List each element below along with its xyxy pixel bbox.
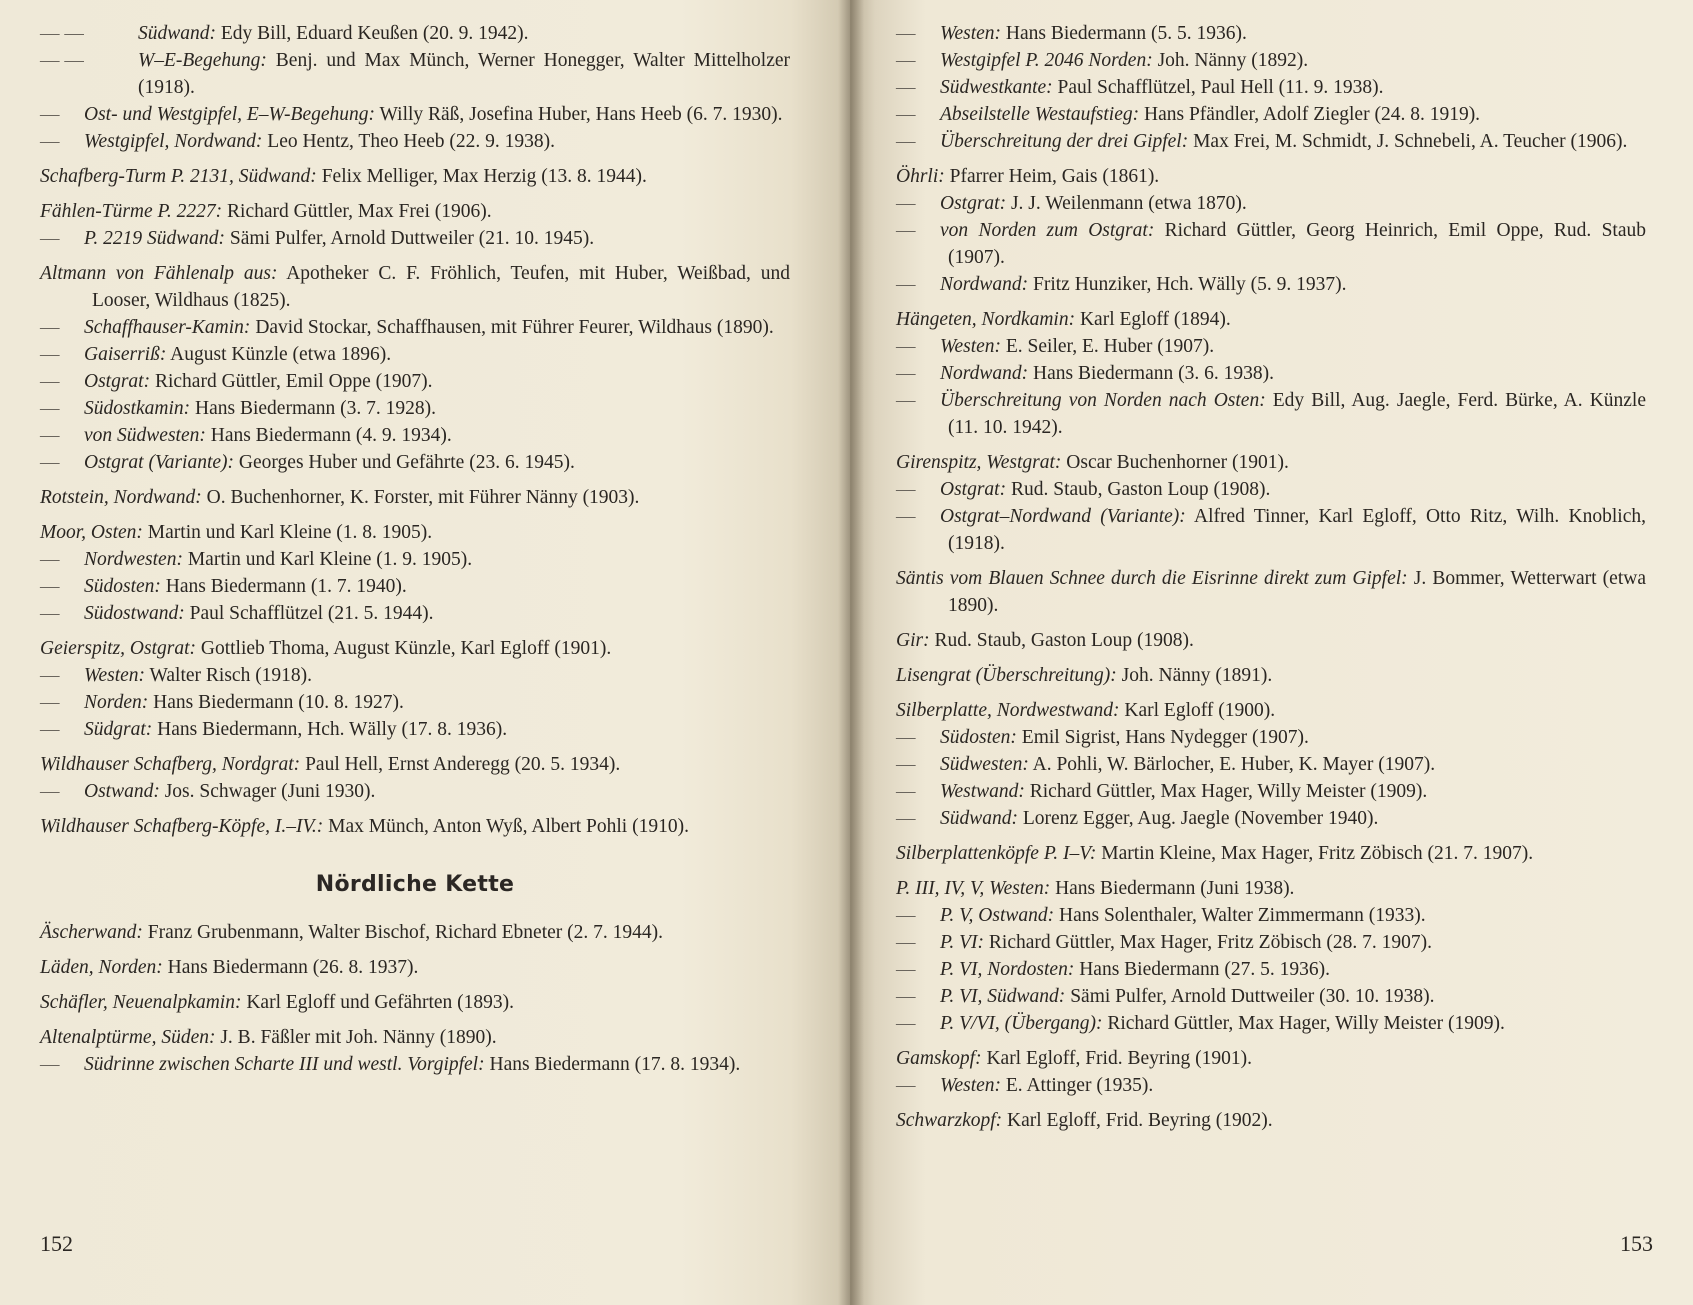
entry-climbers: Alfred Tinner, Karl Egloff, Otto Ritz, Wilh. Knoblich, (1918). [948,506,1646,554]
entry-right_page-entries-28 [896,956,1646,983]
entry-route: Silberplattenköpfe P. I–V: [896,843,1097,864]
entry-climbers: Hans Biedermann (26. 8. 1937). [162,957,419,978]
entry-dash: — [896,390,916,411]
entry-route: P. V, Ostwand: [940,905,1055,926]
entry-climbers: Karl Egloff und Gefährten (1893). [241,992,515,1013]
entry-route: Westwand: [940,781,1025,802]
entry-dash: — [40,576,60,597]
entry-left_page-entries_before-7 [40,260,790,314]
right-page [850,0,1693,1305]
entry-dash: — [896,363,916,384]
entry-route: Ostgrat: [84,371,151,392]
entry-climbers: Pfarrer Heim, Gais (1861). [944,166,1160,187]
entry-climbers: Edy Bill, Eduard Keußen (20. 9. 1942). [216,23,529,44]
entry-climbers: Karl Egloff, Frid. Beyring (1901). [981,1048,1253,1069]
entry-dash: — [896,104,916,125]
entry-climbers: Martin und Karl Kleine (1. 9. 1905). [182,549,473,570]
entry-right_page-entries-31 [896,1045,1646,1072]
entry-dash: — [40,603,60,624]
entry-climbers: Hans Biedermann (4. 9. 1934). [205,425,452,446]
entry-dash: — [40,781,60,802]
entry-left_page-entries_before-20 [40,662,790,689]
left-entries-before [40,20,790,840]
entry-dash: — [896,131,916,152]
entry-right_page-entries-13 [896,449,1646,476]
entry-route: Südosten: [84,576,161,597]
entry-climbers: Felix Melliger, Max Herzig (13. 8. 1944). [316,166,647,187]
entry-climbers: Richard Güttler, Max Hager, Willy Meister (1909). [1102,1013,1505,1034]
entry-route: Südostkamin: [84,398,191,419]
entry-dash: — [896,506,916,527]
entry-left_page-entries_before-14 [40,484,790,511]
entry-dash: — [896,50,916,71]
entry-left_page-entries_before-17 [40,573,790,600]
entry-right_page-entries-0 [896,20,1646,47]
entry-route: Westgipfel P. 2046 Norden: [940,50,1153,71]
entry-route: Schäfler, Neuenalpkamin: [40,992,242,1013]
entry-dash: — [896,274,916,295]
entry-climbers: Fritz Hunziker, Hch. Wälly (5. 9. 1937). [1028,274,1347,295]
entry-climbers: Walter Risch (1918). [145,665,313,686]
entry-route: Norden: [84,692,149,713]
entry-route: Moor, Osten: [40,522,143,543]
entry-right_page-entries-19 [896,697,1646,724]
entry-climbers: Hans Biedermann (27. 5. 1936). [1074,959,1330,980]
entry-dash: — [896,193,916,214]
entry-climbers: Richard Güttler, Emil Oppe (1907). [150,371,433,392]
entry-dash: — [40,1054,60,1075]
entry-dash: — [896,754,916,775]
entry-route: Südwand: [940,808,1018,829]
entry-right_page-entries-15 [896,503,1646,557]
entry-route: Girenspitz, Westgrat: [896,452,1062,473]
entry-route: Altenalptürme, Süden: [40,1027,216,1048]
entry-climbers: Lorenz Egger, Aug. Jaegle (November 1940). [1018,808,1379,829]
entry-route: Südrinne zwischen Scharte III und westl. Vorgipfel: [84,1054,485,1075]
entry-right_page-entries-7 [896,217,1646,271]
page-number-right: 153 [1620,1231,1653,1256]
right-column [896,20,1646,1134]
entry-route: Wildhauser Schafberg, Nordgrat: [40,754,301,775]
entry-climbers: Joh. Nänny (1892). [1152,50,1309,71]
entry-dash: — — [40,50,84,71]
entry-left_page-entries_before-1 [40,47,790,101]
entry-left_page-entries_after-0 [40,919,790,946]
entry-route: Läden, Norden: [40,957,163,978]
entry-climbers: Georges Huber und Gefährte (23. 6. 1945). [234,452,575,473]
entry-climbers: Sämi Pulfer, Arnold Duttweiler (21. 10. 1945). [225,228,595,249]
entry-dash: — [896,986,916,1007]
entry-climbers: Oscar Buchenhorner (1901). [1061,452,1289,473]
entry-right_page-entries-18 [896,662,1646,689]
entry-dash: — [40,398,60,419]
entry-route: Überschreitung der drei Gipfel: [940,131,1189,152]
entry-climbers: Joh. Nänny (1891). [1116,665,1273,686]
entry-dash: — [40,549,60,570]
entry-route: Schafberg-Turm P. 2131, Südwand: [40,166,317,187]
entry-route: Südgrat: [84,719,153,740]
entry-right_page-entries-16 [896,565,1646,619]
entry-dash: — [40,317,60,338]
entry-left_page-entries_before-9 [40,341,790,368]
entry-route: Gaiserriß: [84,344,167,365]
entry-climbers: Karl Egloff (1894). [1075,309,1231,330]
entry-climbers: Martin und Karl Kleine (1. 8. 1905). [142,522,433,543]
entry-route: Westen: [940,1075,1002,1096]
entry-right_page-entries-22 [896,778,1646,805]
entry-climbers: Paul Hell, Ernst Anderegg (20. 5. 1934). [300,754,621,775]
entry-climbers: E. Attinger (1935). [1001,1075,1154,1096]
entry-climbers: Apotheker C. F. Fröhlich, Teufen, mit Huber, Weißbad, und Looser, Wildhaus (1825). [92,263,790,311]
entry-route: Fählen-Türme P. 2227: [40,201,223,222]
entry-climbers: J. J. Weilenmann (etwa 1870). [1006,193,1247,214]
entry-climbers: August Künzle (etwa 1896). [166,344,392,365]
entry-dash: — [896,479,916,500]
entry-climbers: Karl Egloff (1900). [1119,700,1276,721]
entry-route: Wildhauser Schafberg-Köpfe, I.–IV.: [40,816,324,837]
entry-climbers: Paul Schafflützel (21. 5. 1944). [184,603,434,624]
entry-route: Westen: [940,23,1002,44]
entry-route: Südwand: [138,23,216,44]
entry-right_page-entries-20 [896,724,1646,751]
entry-left_page-entries_after-3 [40,1024,790,1051]
entry-route: Abseilstelle Westaufstieg: [940,104,1140,125]
entry-left_page-entries_before-12 [40,422,790,449]
entry-climbers: J. B. Fäßler mit Joh. Nänny (1890). [215,1027,497,1048]
entry-dash: — [40,719,60,740]
entry-route: Säntis vom Blauen Schnee durch die Eisrinne direkt zum Gipfel: [896,568,1408,589]
entry-right_page-entries-27 [896,929,1646,956]
entry-route: Ost- und Westgipfel, E–W-Begehung: [84,104,375,125]
entry-dash: — [40,692,60,713]
entry-route: Westen: [84,665,146,686]
entry-climbers: J. Bommer, Wetterwart (etwa 1890). [948,568,1646,616]
entry-route: Rotstein, Nordwand: [40,487,202,508]
section-heading: Nördliche Kette [315,872,515,897]
entry-route: Ostwand: [84,781,160,802]
entry-left_page-entries_before-3 [40,128,790,155]
entry-dash: — [896,781,916,802]
entry-right_page-entries-5 [896,163,1646,190]
entry-climbers: David Stockar, Schaffhausen, mit Führer Feurer, Wildhaus (1890). [250,317,774,338]
entry-climbers: Sämi Pulfer, Arnold Duttweiler (30. 10. 1938). [1065,986,1435,1007]
entry-left_page-entries_before-13 [40,449,790,476]
entry-climbers: Gottlieb Thoma, August Künzle, Karl Egloff (1901). [196,638,612,659]
entry-dash: — [40,104,60,125]
entry-climbers: Hans Biedermann (3. 6. 1938). [1028,363,1274,384]
entry-climbers: Benj. und Max Münch, Werner Honegger, Walter Mittelholzer (1918). [138,50,790,98]
left-entries-after [40,919,790,1078]
entry-route: P. VI: [940,932,985,953]
entry-right_page-entries-10 [896,333,1646,360]
entry-left_page-entries_after-1 [40,954,790,981]
entry-climbers: Richard Güttler, Max Frei (1906). [222,201,492,222]
entry-dash: — [40,452,60,473]
entry-left_page-entries_after-4 [40,1051,790,1078]
entry-right_page-entries-1 [896,47,1646,74]
entry-right_page-entries-12 [896,387,1646,441]
entry-right_page-entries-11 [896,360,1646,387]
entry-dash: — [40,425,60,446]
entry-right_page-entries-4 [896,128,1646,155]
entry-left_page-entries_before-25 [40,813,790,840]
entry-left_page-entries_before-0 [40,20,790,47]
entry-right_page-entries-14 [896,476,1646,503]
entry-climbers: Hans Biedermann (Juni 1938). [1050,878,1295,899]
entry-route: Öhrli: [896,166,945,187]
entry-route: Hängeten, Nordkamin: [896,309,1076,330]
entry-left_page-entries_before-21 [40,689,790,716]
entry-route: Südwestkante: [940,77,1053,98]
entry-climbers: Hans Biedermann (3. 7. 1928). [190,398,437,419]
entry-route: Äscherwand: [40,922,143,943]
entry-route: Gir: [896,630,930,651]
entry-climbers: Max Münch, Anton Wyß, Albert Pohli (1910). [323,816,689,837]
entry-climbers: Paul Schafflützel, Paul Hell (11. 9. 1938). [1052,77,1384,98]
left-column [40,20,790,1078]
entry-right_page-entries-30 [896,1010,1646,1037]
entry-dash: — [40,344,60,365]
entry-dash: — [40,131,60,152]
entry-left_page-entries_before-22 [40,716,790,743]
entry-climbers: Rud. Staub, Gaston Loup (1908). [1006,479,1271,500]
entry-route: Südwesten: [940,754,1029,775]
entry-right_page-entries-23 [896,805,1646,832]
entry-route: Ostgrat: [940,193,1007,214]
entry-climbers: A. Pohli, W. Bärlocher, E. Huber, K. Mayer (1907). [1028,754,1436,775]
entry-dash: — [40,371,60,392]
entry-climbers: Karl Egloff, Frid. Beyring (1902). [1002,1110,1273,1131]
entry-dash: — [40,665,60,686]
entry-right_page-entries-6 [896,190,1646,217]
entry-left_page-entries_before-16 [40,546,790,573]
entry-left_page-entries_before-2 [40,101,790,128]
entry-route: Geierspitz, Ostgrat: [40,638,196,659]
entry-route: Nordwand: [940,274,1029,295]
entry-right_page-entries-2 [896,74,1646,101]
entry-climbers: Rud. Staub, Gaston Loup (1908). [929,630,1194,651]
entry-climbers: Hans Pfändler, Adolf Ziegler (24. 8. 1919). [1139,104,1481,125]
entry-right_page-entries-3 [896,101,1646,128]
entry-route: Altmann von Fählenalp aus: [40,263,278,284]
entry-right_page-entries-17 [896,627,1646,654]
entry-route: Südosten: [940,727,1017,748]
entry-route: Ostgrat (Variante): [84,452,235,473]
entry-route: P. VI, Südwand: [940,986,1066,1007]
entry-climbers: Hans Biedermann (17. 8. 1934). [484,1054,741,1075]
entry-dash: — — [40,23,84,44]
entry-right_page-entries-9 [896,306,1646,333]
entry-route: W–E-Begehung: [138,50,267,71]
entry-climbers: Willy Räß, Josefina Huber, Hans Heeb (6. 7. 1930). [375,104,783,125]
entry-route: von Südwesten: [84,425,206,446]
entry-route: Nordwesten: [84,549,183,570]
entry-climbers: Max Frei, M. Schmidt, J. Schnebeli, A. Teucher (1906). [1188,131,1628,152]
entry-climbers: Hans Biedermann (5. 5. 1936). [1001,23,1247,44]
entry-route: Silberplatte, Nordwestwand: [896,700,1120,721]
entry-route: Südostwand: [84,603,185,624]
entry-dash: — [896,336,916,357]
entry-climbers: Hans Solenthaler, Walter Zimmermann (1933). [1054,905,1426,926]
entry-left_page-entries_before-24 [40,778,790,805]
entry-climbers: Hans Biedermann, Hch. Wälly (17. 8. 1936). [152,719,508,740]
entry-route: P. III, IV, V, Westen: [896,878,1051,899]
entry-climbers: Richard Güttler, Georg Heinrich, Emil Oppe, Rud. Staub (1907). [948,220,1646,268]
entry-right_page-entries-29 [896,983,1646,1010]
entry-dash: — [896,932,916,953]
entry-climbers: E. Seiler, E. Huber (1907). [1001,336,1215,357]
entry-route: Schwarzkopf: [896,1110,1003,1131]
entry-left_page-entries_before-18 [40,600,790,627]
entry-climbers: Emil Sigrist, Hans Nydegger (1907). [1016,727,1309,748]
entry-route: Lisengrat (Überschreitung): [896,665,1117,686]
entry-right_page-entries-24 [896,840,1646,867]
entry-left_page-entries_before-11 [40,395,790,422]
entry-left_page-entries_before-15 [40,519,790,546]
entry-climbers: Franz Grubenmann, Walter Bischof, Richard Ebneter (2. 7. 1944). [142,922,663,943]
entry-left_page-entries_before-5 [40,198,790,225]
entry-left_page-entries_before-8 [40,314,790,341]
entry-dash: — [896,77,916,98]
entry-dash: — [896,1075,916,1096]
entry-route: Nordwand: [940,363,1029,384]
entry-route: P. VI, Nordosten: [940,959,1075,980]
entry-left_page-entries_before-4 [40,163,790,190]
entry-route: Schaffhauser-Kamin: [84,317,251,338]
entry-right_page-entries-21 [896,751,1646,778]
entry-route: P. V/VI, (Übergang): [940,1013,1103,1034]
entry-climbers: Richard Güttler, Max Hager, Fritz Zöbisch (28. 7. 1907). [984,932,1432,953]
page-number-left: 152 [40,1231,73,1256]
entry-climbers: Hans Biedermann (10. 8. 1927). [148,692,404,713]
entry-dash: — [896,959,916,980]
entry-left_page-entries_before-23 [40,751,790,778]
entry-dash: — [40,228,60,249]
entry-dash: — [896,727,916,748]
entry-route: P. 2219 Südwand: [84,228,226,249]
entry-right_page-entries-8 [896,271,1646,298]
entry-right_page-entries-26 [896,902,1646,929]
entry-route: Ostgrat–Nordwand (Variante): [940,506,1186,527]
entry-climbers: Jos. Schwager (Juni 1930). [159,781,376,802]
entry-climbers: O. Buchenhorner, K. Forster, mit Führer Nänny (1903). [201,487,640,508]
entry-dash: — [896,23,916,44]
entry-left_page-entries_before-19 [40,635,790,662]
right-entries [896,20,1646,1134]
entry-left_page-entries_after-2 [40,989,790,1016]
entry-route: Westgipfel, Nordwand: [84,131,263,152]
entry-route: Ostgrat: [940,479,1007,500]
entry-right_page-entries-32 [896,1072,1646,1099]
entry-dash: — [896,1013,916,1034]
entry-climbers: Martin Kleine, Max Hager, Fritz Zöbisch (21. 7. 1907). [1096,843,1534,864]
entry-dash: — [896,808,916,829]
entry-right_page-entries-33 [896,1107,1646,1134]
entry-climbers: Hans Biedermann (1. 7. 1940). [160,576,407,597]
entry-left_page-entries_before-6 [40,225,790,252]
entry-route: Westen: [940,336,1002,357]
entry-climbers: Richard Güttler, Max Hager, Willy Meister (1909). [1024,781,1428,802]
book-gutter [838,0,864,1305]
entry-dash: — [896,220,916,241]
entry-route: von Norden zum Ostgrat: [940,220,1155,241]
entry-right_page-entries-25 [896,875,1646,902]
entry-climbers: Leo Hentz, Theo Heeb (22. 9. 1938). [262,131,556,152]
entry-dash: — [896,905,916,926]
entry-route: Gamskopf: [896,1048,982,1069]
entry-climbers: Edy Bill, Aug. Jaegle, Ferd. Bürke, A. Künzle (11. 10. 1942). [948,390,1646,438]
entry-route: Überschreitung von Norden nach Osten: [940,390,1266,411]
entry-left_page-entries_before-10 [40,368,790,395]
